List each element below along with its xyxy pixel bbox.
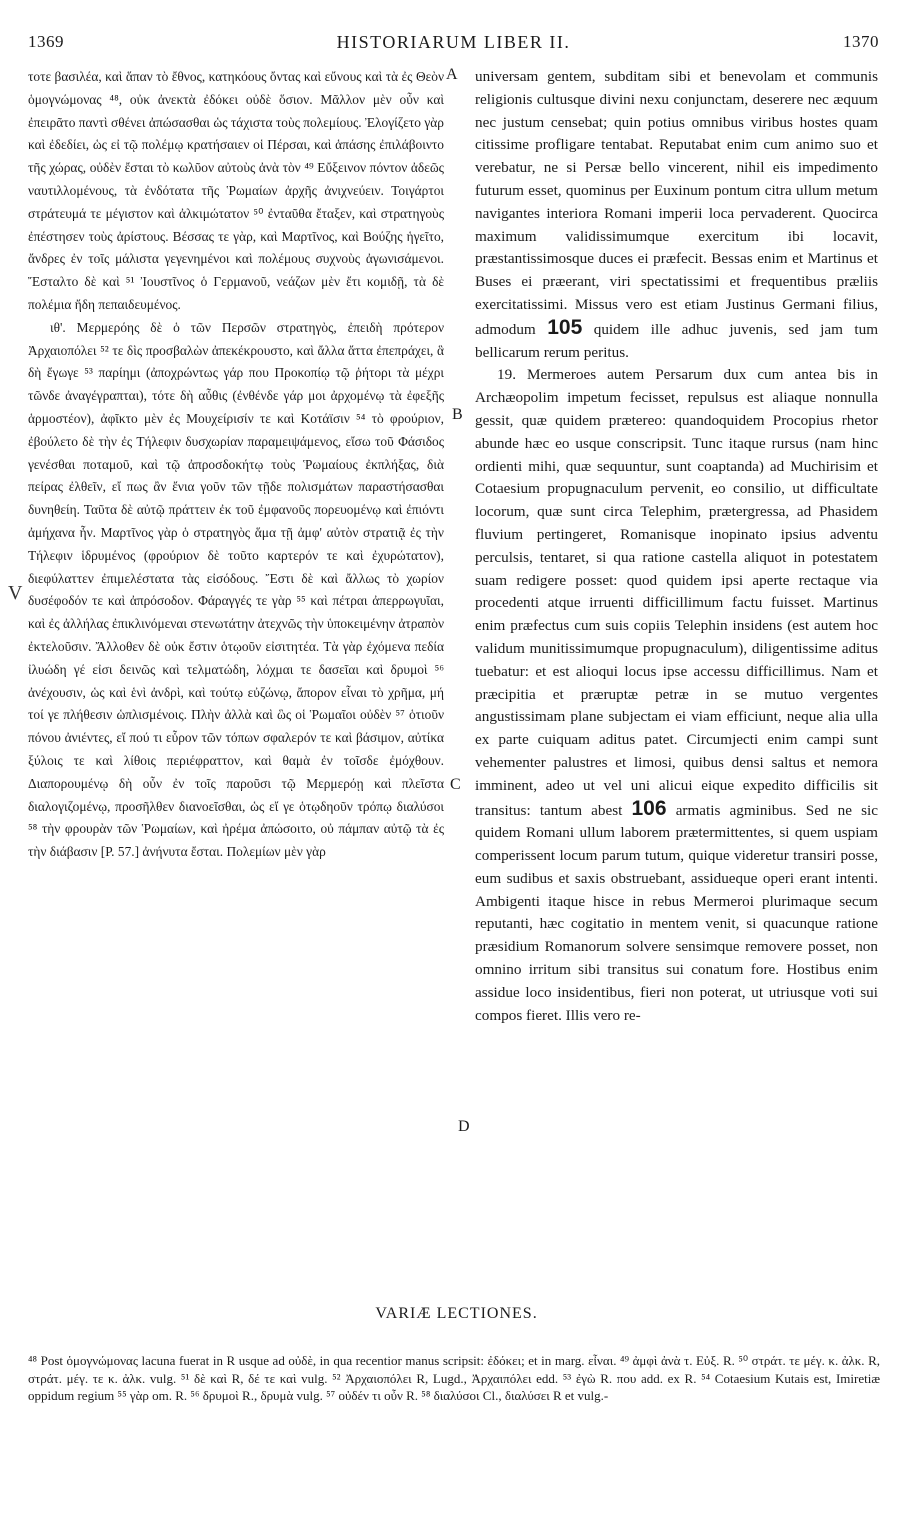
variant-readings-notes (28, 1352, 880, 1405)
notes-text: ⁴⁸ Post ὁμογνώμονας lacuna fuerat in R usque ad οὐδὲ, in qua recentior manus scripsit: ἐδόκει; et in marg. εἶναι. ⁴⁹ ἀμφὶ ἀνὰ τ. Εὐξ. R. ⁵⁰ στράτ. τε μέγ. κ. ἀλκ. R, στράτ. μέγ. τε κ. ἀλκ. vulg. ⁵¹ δὲ καὶ R, δέ τε καὶ vulg. ⁵² Ἀρχαιοπόλει R, Lugd., Ἀρχαιπόλει edd. ⁵³ ἐγὼ R. που add. ex R. ⁵⁴ Cotaesium Kutais est, Imiretiæ oppidum regium ⁵⁵ γὰρ om. R. ⁵⁶ δρυμοὶ R., δρυμὰ vulg. ⁵⁷ οὐδέν τι οὖν R. ⁵⁸ διαλύσοι Cl., διαλύσει R et vulg.- (28, 1353, 881, 1403)
greek-paragraph: ιθ'. Μερμερόης δὲ ὁ τῶν Περσῶν στρατηγὸς, ἐπειδὴ πρότερον Ἀρχαιοπόλει ⁵² τε δὶς προσβαλὼν ἀπεκέκρουστο, καὶ ἄλλα ἄττα ἐπεπράχει, ἃ δὴ ἔγωγε ⁵³ παρίημι (ἀποχρώντως γάρ που Προκοπίῳ τῷ ῥήτορι τὰ μέχρι τῶνδε ἀναγέγραπται), τότε δὴ αὖθις (ἐνθένδε γάρ μοι ἀρχομένῳ τὰ ἐφεξῆς ἁρμοστέον), ἀφῖκτο μὲν ἐς Μουχείρισίν τε καὶ Κοτάϊσιν ⁵⁴ τὸ φρούριον, ἐβούλετο δὲ τὴν ἐς Τήλεφιν δυσχωρίαν παραμειψάμενος, εἴσω τοῦ Φάσιδος γενέσθαι ποταμοῦ, καὶ τῷ ἀπροσδοκήτῳ τοὺς Ῥωμαίους ἐκπλήξας, διὰ πείρας ἐλθεῖν, εἴ πως ἂν ἔνια γοῦν τῶν τῇδε πολισμάτων παραστήσασθαι δυνηθείη. Ταῦτα δὲ αὐτῷ πράττειν ἐκ τοῦ ἐμφανοῦς πορευομένῳ καὶ ἐπιόντι ἀμήχανα ἦν. Μαρτῖνος γὰρ ὁ στρατηγὸς ἅμα τῇ ἀμφ' αὐτὸν στρατιᾷ ἐς τὴν Τήλεφιν ἱδρυμένος (φρούριον δὲ τοῦτο καρτερόν τε καὶ ἐχυρώτατον), διεφύλαττεν ἐπιμελέστατα τὰς εἰσόδους. Ἔστι δὲ καὶ ἄλλως τὸ χωρίον δυσέφοδόν τε καὶ ἀπρόσοδον. Φάραγγές τε γὰρ ⁵⁵ καὶ πέτραι ἀπερρωγυῖαι, καὶ ἐς ἀλλήλας ἐπικλινόμεναι στενωτάτην ἀτεχνῶς τὴν ὑποκειμένην ἀτραπὸν ἐκτελοῦσιν. Ἄλλοθεν δὲ οὐκ ἔστιν ὁτῳοῦν εἰσιτητέα. Τὰ γὰρ ἐχόμενα πεδία ἰλυώδη γέ εἰσι δεινῶς καὶ τελματώδη, λόχμαι τε δασεῖαι καὶ δρυμοὶ ⁵⁶ ἀνέχουσιν, ὡς καὶ ἑνὶ ἀνδρὶ, καὶ τούτῳ εὐζώνῳ, ἄπορον εἶναι τὸ χρῆμα, μή τοί γε πλήθεσιν ὡπλισμένοις. Πλὴν ἀλλὰ καὶ ὣς οἱ Ῥωμαῖοι οὐδὲν ⁵⁷ ὁτιοῦν πόνου ἀνιέντες, εἴ πού τι εὗρον τῶν τόπων σφαλερόν τε καὶ βάσιμον, αὐτίκα ξύλοις τε καὶ λίθοις περιέφραττον, καὶ θαμὰ ἐν τοῖσδε ἐμόχθουν. Διαπορουμένῳ δὴ οὖν ἐν τοῖς παροῦσι τῷ Μερμερόῃ καὶ πλεῖστα διαλογιζομένῳ, προσῆλθεν διανοεῖσθαι, ὡς εἴ γε ὁτῳδηοῦν τρόπῳ διαλύσοι ⁵⁸ τὴν φρουρὰν τῶν Ῥωμαίων, καὶ ἠρέμα ἀπώσοιτο, οὐ πάμπαν αὐτῷ τὰ ἐς τὴν διάβασιν [P. 57.] ἀνήνυτα ἔσται. Πολεμίων μὲν γὰρ (28, 319, 444, 860)
column-marker-105: 105 (547, 315, 583, 339)
latin-text: 19. Mermeroes autem Persarum dux cum antea bis in Archæopolim impetum fecisset, repulsus est aliaque nonnulla gessit, quæ quidem prætereo: quandoquidem Procopius rhetor abunde hæc eo usque conscripsit. Tunc itaque rursus (nam hinc ordienti mihi, quæ sequuntur, sunt coaptanda) ad Muchirisim et Cotaesium propugnaculum pervenit, eo consilio, ut difficultate locorum, quæ sunt circa Telephim, prætergressa, ad Phasidem fluvium pertingeret, Romanisque inopinato ipsius adventu perculsis, tentaret, si qua ratione castella aliquot in potestatem suam redigere posset: quod quidem ipsi aperte rectaque via procedenti atque irruenti difficillimum factu fuisset. Martinus enim præfectus cum suis copiis Telephin insidens (est autem hoc validum munitissimumque propugnaculum), diligentissime aditus tuebatur: et est alioqui locus ipse accessu difficillimus. Nam et præcipitia et præruptæ petræ in se mutuo vergentes angustissimam plane subjectam ei viam efficiunt, neque alia ulla ex parte cuiquam aditus patet. Circumjecti enim campi sunt vehementer palustres et limosi, quibus densi saltus et nemora imminent, adeo ut vel uni alicui eique expedito difficilis sit transitus: tantum abest (475, 366, 878, 819)
page-header (28, 32, 879, 58)
section-letter-a: A (446, 66, 458, 83)
page-number-left: 1369 (28, 32, 64, 51)
column-marker-106: 106 (631, 796, 667, 820)
section-letter-b: B (452, 406, 463, 423)
latin-text: quidem ille adhuc juvenis, sed jam tum bellicarum rerum peritus. (475, 320, 878, 361)
latin-text: universam gentem, subditam sibi et benevolam et communis religionis cultusque divini nexu conjunctam, deserere nec æquum nec justum censebat; quin potius omnibus viribus hostes quam citissime profligare tentabat. Reputabat enim cum animo suo et verebatur, ne si Persæ bello vincerent, nihil eis impedimento futurum esset, quominus per Euxinum pontum citra ullum metum navigantes interiora Romani imperii loca pervaderent. Quocirca maximum validissimumque exercitum ibi locavit, præstantissimosque duces ei præfecit. Bessas enim et Martinus et Buses ei præerant, viri spectatissimi et frequentibus præliis exercitatissimi. Missus vero est etiam Justinus Germani filius, admodum (475, 68, 878, 338)
latin-paragraph (475, 66, 878, 364)
latin-paragraph (475, 364, 878, 1027)
greek-text-column (28, 66, 444, 864)
latin-text-column (475, 66, 878, 1027)
margin-pencil-mark: V (8, 582, 23, 604)
latin-text: armatis agminibus. Sed ne sic quidem Romani ullum laborem prætermittentes, si quem uspiam comperissent locum parum tutum, quique videretur transiri posse, eum sudibus et saxis obstruebant, assidueque operi erant intenti. Ambigenti itaque hisce in rebus Mermeroi plurimaque secum reputanti, hæc cogitatio in mentem venit, si quacunque ratione præsidium Romanorum solvere sensimque removere posset, non omnino irritum sibi transitus sui conatum fore. Hostibus enim assidue loco insidentibus, fieri non poterat, ut utriusque voti sui compos fieret. Illis vero re- (475, 801, 878, 1024)
page-number-right: 1370 (843, 32, 879, 51)
variae-lectiones-heading: VARIÆ LECTIONES. (375, 1305, 538, 1322)
section-letter-d: D (458, 1118, 470, 1135)
section-letter-c: C (450, 776, 461, 793)
greek-paragraph: τοτε βασιλέα, καὶ ἅπαν τὸ ἔθνος, κατηκόους ὄντας καὶ εὔνους καὶ τὰ ἐς Θεὸν ὁμογνώμονας ⁴⁸, οὐκ ἀνεκτὰ ἐδόκει οὐδὲ ὅσιον. Μᾶλλον μὲν οὖν καὶ ἐπειρᾶτο παντὶ σθένει ἀπώσασθαι ὡς τάχιστα τοὺς πολεμίους. Ἐλογίζετο γὰρ καὶ ἐδεδίει, ὡς εἰ τῷ πολέμῳ κρατήσαιεν οἱ Πέρσαι, καὶ ἁπάσης ἐπιλάβοιντο τῆς χώρας, οὐδὲν ἔσται τὸ κωλῦον αὐτοὺς ἀνὰ τὸν ⁴⁹ Εὔξεινον πόντον ἀδεῶς ναυτιλλομένους, τὰ ἐνδότατα τῆς Ῥωμαίων ἀρχῆς ἀνιχνεύειν. Τοιγάρτοι στράτευμά τε μέγιστον καὶ ἀλκιμώτατον ⁵⁰ ἐνταῦθα ἔταξεν, καὶ στρατηγοὺς ἐπέστησεν τοὺς ἀρίστους. Βέσσας τε γὰρ, καὶ Μαρτῖνος, καὶ Βούζης ἡγεῖτο, ἄνδρες ἐν τοῖς μάλιστα γεγενημένοι καὶ πολέμους συχνοὺς ἀγωνισάμενοι. Ἔσταλτο δὲ καὶ ⁵¹ Ἰουστῖνος ὁ Γερμανοῦ, νεάζων μὲν ἔτι κομιδῇ, τὰ δὲ πολέμια ἤδη πεπαιδευμένος. (28, 69, 444, 312)
running-title: HISTORIARUM LIBER II. (336, 32, 571, 52)
